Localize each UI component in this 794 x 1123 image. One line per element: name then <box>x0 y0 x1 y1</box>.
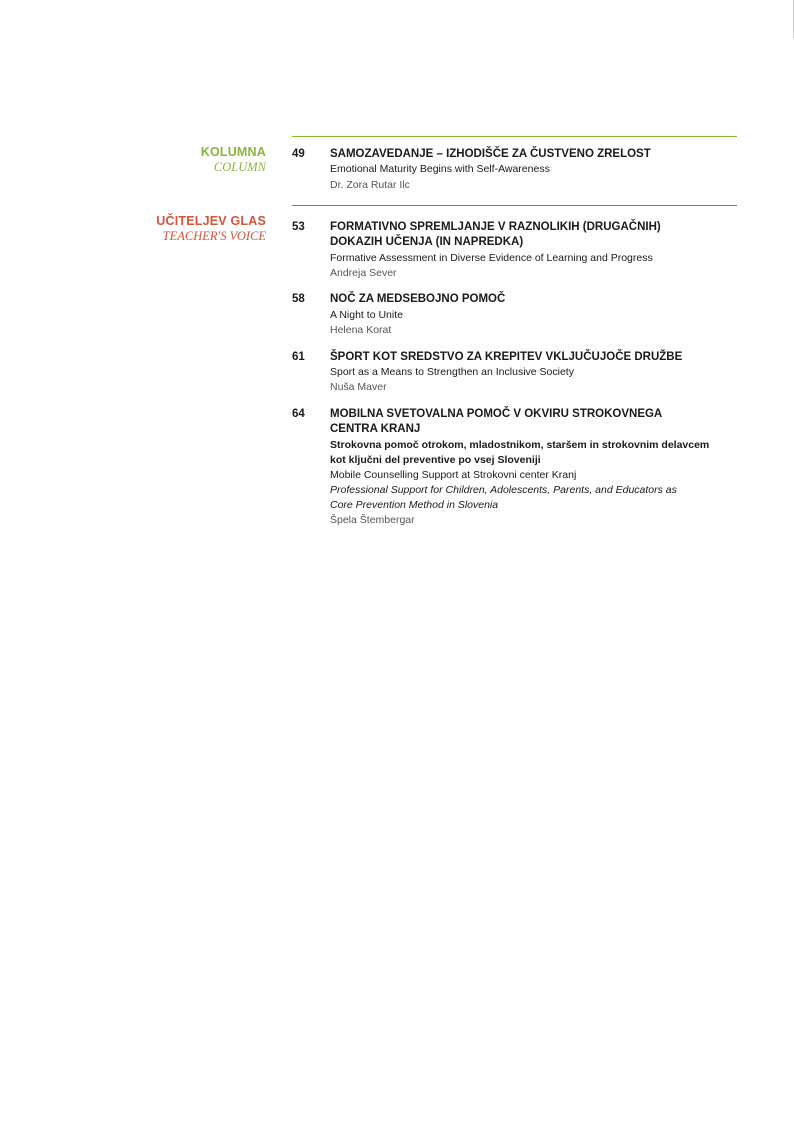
page-number: 49 <box>292 148 305 160</box>
section-subtitle: COLUMN <box>213 160 266 174</box>
page-number: 64 <box>292 408 305 420</box>
section-label-teachers-voice <box>156 214 266 244</box>
section-subtitle: TEACHER'S VOICE <box>162 229 266 243</box>
entry-subtitle: Formative Assessment in Diverse Evidence of Learning and Progress <box>330 252 653 264</box>
entry-subtitle: A Night to Unite <box>330 309 403 321</box>
entry-title: FORMATIVNO SPREMLJANJE V RAZNOLIKIH (DRUGAČNIH) <box>330 221 661 233</box>
page-number: 53 <box>292 221 305 233</box>
entry-subtitle-italic: Core Prevention Method in Slovenia <box>330 499 499 511</box>
entry-subtitle-slovene: kot ključni del preventive po vsej Sloveniji <box>330 454 541 466</box>
entry-author: Nuša Maver <box>330 381 387 393</box>
entry-subtitle-slovene: Strokovna pomoč otrokom, mladostnikom, staršem in strokovnim delavcem <box>330 439 710 451</box>
section-label-column <box>201 145 266 175</box>
entry-author: Dr. Zora Rutar Ilc <box>330 179 410 191</box>
entry-title: CENTRA KRANJ <box>330 423 421 435</box>
page-number: 61 <box>292 351 305 363</box>
entry-title: NOČ ZA MEDSEBOJNO POMOČ <box>330 293 506 305</box>
entry-author: Andreja Sever <box>330 267 397 279</box>
entry-title: DOKAZIH UČENJA (IN NAPREDKA) <box>330 236 524 248</box>
entry-subtitle-italic: Professional Support for Children, Adolescents, Parents, and Educators as <box>330 484 677 496</box>
section-rule-teachers-voice <box>292 205 737 206</box>
entry-author: Špela Štembergar <box>330 514 415 526</box>
entry-subtitle: Emotional Maturity Begins with Self-Awareness <box>330 163 550 175</box>
entry-title: ŠPORT KOT SREDSTVO ZA KREPITEV VKLJUČUJOČE DRUŽBE <box>330 351 683 363</box>
section-title: KOLUMNA <box>200 145 266 159</box>
entry-subtitle: Mobile Counselling Support at Strokovni center Kranj <box>330 469 577 481</box>
entry-subtitle: Sport as a Means to Strengthen an Inclusive Society <box>330 366 574 378</box>
entry-title: MOBILNA SVETOVALNA POMOČ V OKVIRU STROKOVNEGA <box>330 408 663 420</box>
section-rule-column <box>292 136 737 137</box>
entry-title: SAMOZAVEDANJE – IZHODIŠČE ZA ČUSTVENO ZRELOST <box>330 148 651 160</box>
section-title: UČITELJEV GLAS <box>156 214 266 228</box>
entry-author: Helena Korat <box>330 324 392 336</box>
page-number: 58 <box>292 293 305 305</box>
